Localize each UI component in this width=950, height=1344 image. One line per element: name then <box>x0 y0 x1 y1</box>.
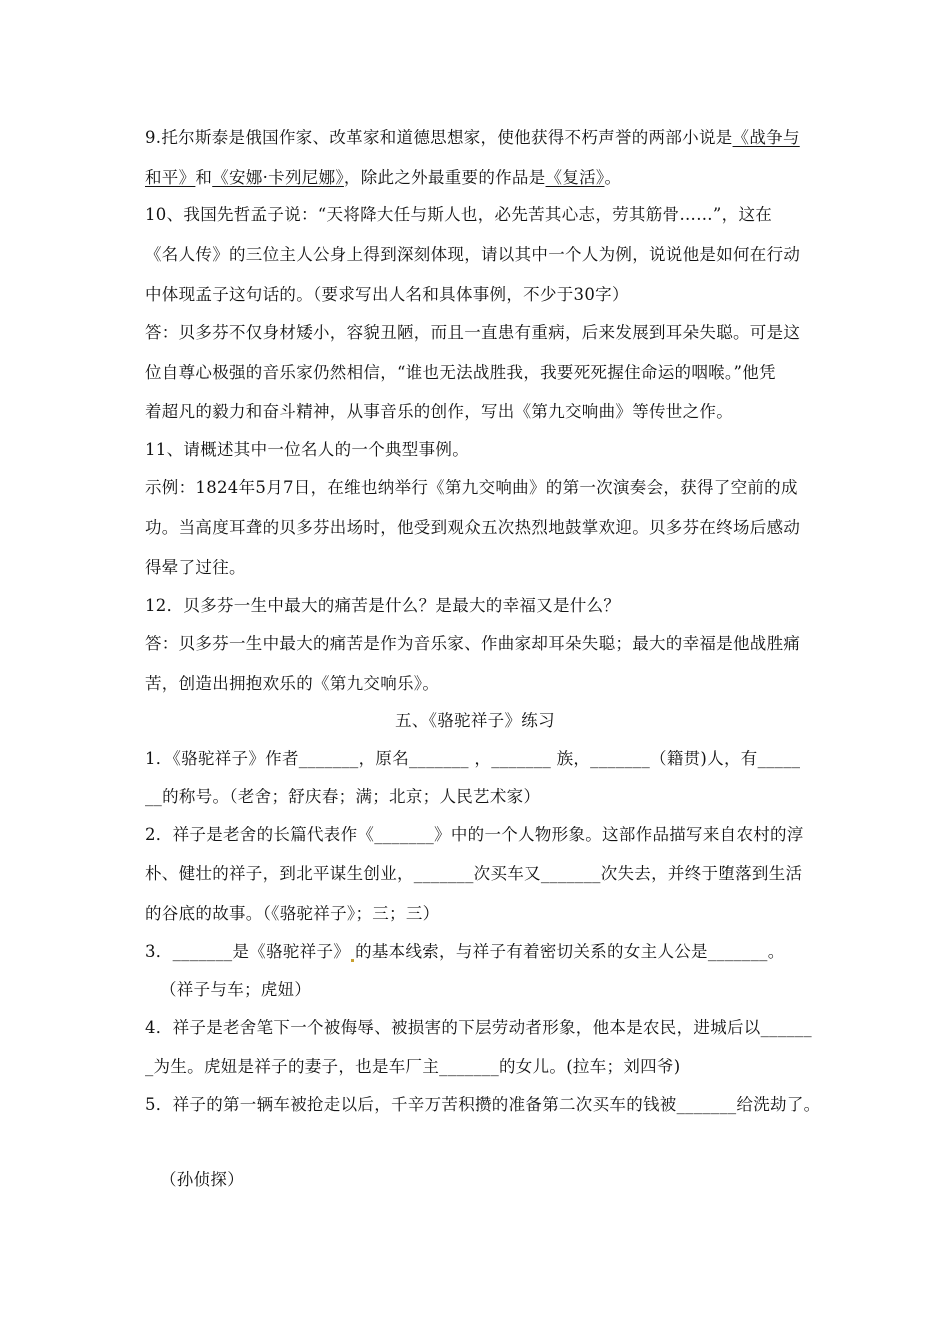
ex3-text: 3．_______是《骆驼祥子》 <box>145 942 351 961</box>
ex3-text: 的基本线索，与祥子有着密切关系的女主人公是_______。 <box>355 942 785 961</box>
ex3-line-2: （祥子与车；虎妞） <box>160 980 312 999</box>
highlight-dot <box>351 959 354 962</box>
ex5-line-1: 5．祥子的第一辆车被抢走以后，千辛万苦积攒的准备第二次买车的钱被_______给洗劫了。 <box>145 1095 821 1114</box>
q9-text: 和 <box>195 168 213 187</box>
q12-answer-2: 苦，创造出拥抱欢乐的《第九交响乐》。 <box>145 674 440 693</box>
section-title: 五、《骆驼祥子》练习 <box>395 711 555 730</box>
ex5-line-2: （孙侦探） <box>160 1170 244 1189</box>
q10-line-3: 中体现孟子这句话的。（要求写出人名和具体事例，不少于30字） <box>145 285 629 304</box>
q12-answer-1: 答：贝多芬一生中最大的痛苦是作为音乐家、作曲家却耳朵失聪；最大的幸福是他战胜痛 <box>145 634 801 653</box>
q10-line-2: 《名人传》的三位主人公身上得到深刻体现，请以其中一个人为例，说说他是如何在行动 <box>145 245 801 264</box>
q11-answer-1: 示例：1824年5月7日，在维也纳举行《第九交响曲》的第一次演奏会，获得了空前的成 <box>145 478 798 497</box>
q9-answer-part: 《战争与 <box>732 128 800 147</box>
q10-answer-3: 着超凡的毅力和奋斗精神，从事音乐的创作，写出《第九交响曲》等传世之作。 <box>145 402 733 421</box>
q11-answer-2: 功。当高度耳聋的贝多芬出场时，他受到观众五次热烈地鼓掌欢迎。贝多芬在终场后感动 <box>145 518 801 537</box>
q11-line-1: 11、请概述其中一位名人的一个典型事例。 <box>145 440 469 459</box>
q9-answer-part: 《安娜·卡列尼娜》 <box>212 168 344 187</box>
ex1-line-2: __的称号。（老舍；舒庆春；满；北京；人民艺术家） <box>145 787 541 806</box>
ex2-line-1: 2．祥子是老舍的长篇代表作《_______》中的一个人物形象。这部作品描写来自农村的淳 <box>145 825 804 844</box>
ex4-line-1: 4．祥子是老舍笔下一个被侮辱、被损害的下层劳动者形象，他本是农民，进城后以______ <box>145 1018 812 1037</box>
q9-text: 9.托尔斯泰是俄国作家、改革家和道德思想家，使他获得不朽声誉的两部小说是 <box>145 128 733 147</box>
q11-answer-3: 得晕了过往。 <box>145 558 246 577</box>
ex3-line-1 <box>145 940 815 964</box>
q9-text: ，除此之外最重要的作品是 <box>343 168 546 187</box>
ex4-line-2: _为生。虎妞是祥子的妻子，也是车厂主_______的女儿。(拉车；刘四爷) <box>145 1057 681 1076</box>
q9-text: 。 <box>604 168 622 187</box>
q10-answer-1: 答：贝多芬不仅身材矮小，容貌丑陋，而且一直患有重病，后来发展到耳朵失聪。可是这 <box>145 323 801 342</box>
ex2-line-3: 的谷底的故事。（《骆驼祥子》；三；三） <box>145 904 440 923</box>
q12-line-1: 12．贝多芬一生中最大的痛苦是什么？是最大的幸福又是什么？ <box>145 596 621 615</box>
ex1-line-1: 1．《骆驼祥子》作者_______，原名_______ ，_______ 族，_______（籍贯)人，有_____ <box>145 749 801 768</box>
q10-line-1: 10、我国先哲孟子说：“天将降大任与斯人也，必先苦其心志，劳其筋骨……”，这在 <box>145 205 773 224</box>
q9-answer-part: 《复活》 <box>545 168 605 187</box>
q9-answer-part: 和平》 <box>145 168 196 187</box>
q9-line-2 <box>145 166 815 190</box>
q10-answer-2: 位自尊心极强的音乐家仍然相信，“谁也无法战胜我，我要死死握住命运的咽喉。”他凭 <box>145 363 776 382</box>
q9-line-1 <box>145 126 815 150</box>
ex2-line-2: 朴、健壮的祥子，到北平谋生创业，_______次买车又_______次失去，并终于堕落到生活 <box>145 864 803 883</box>
